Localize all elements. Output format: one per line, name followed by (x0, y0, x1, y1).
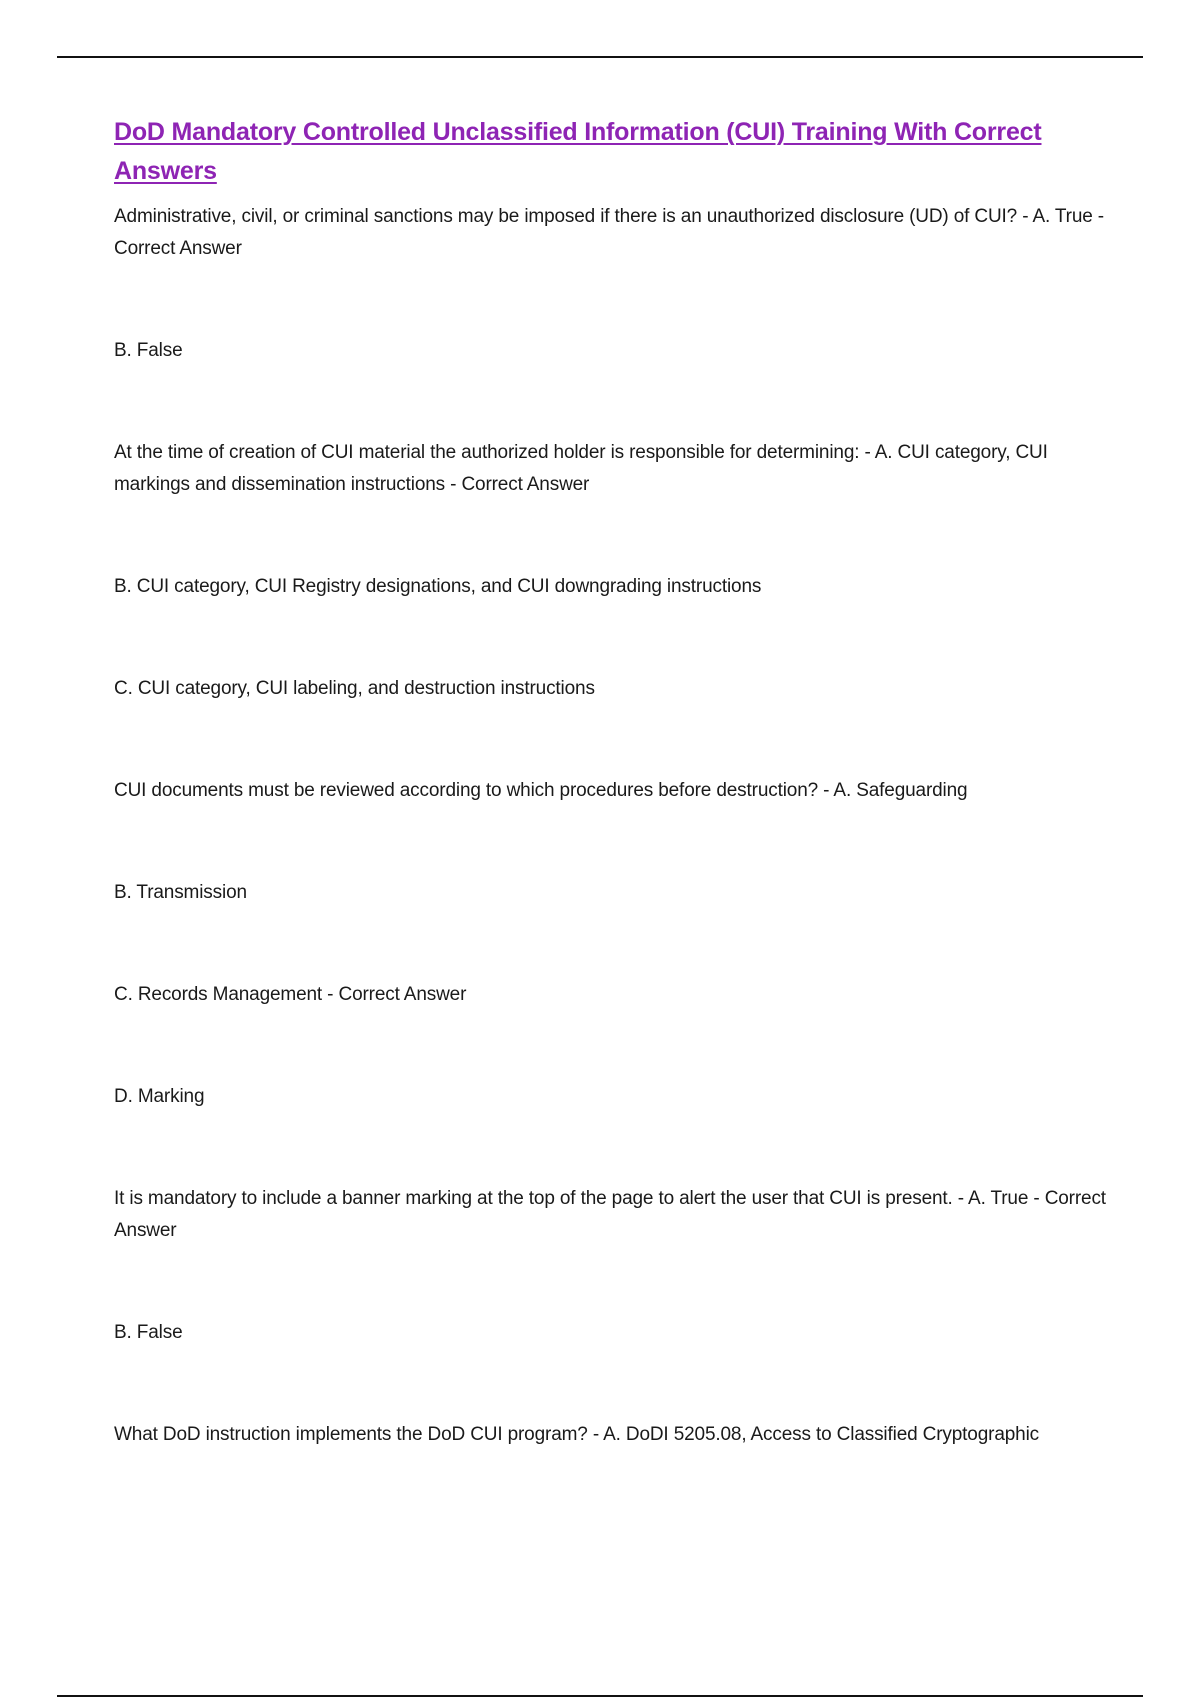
document-body (114, 201, 1119, 1451)
question-2-option-c: C. CUI category, CUI labeling, and destruction instructions (114, 678, 595, 699)
question-3: CUI documents must be reviewed according to which procedures before destruction? - A. Safeguarding (114, 780, 968, 801)
document-content (114, 113, 1119, 1451)
question-3-option-d: D. Marking (114, 1086, 205, 1107)
page-bottom-rule (57, 1695, 1143, 1697)
question-1-option-b: B. False (114, 340, 183, 361)
question-2: At the time of creation of CUI material the authorized holder is responsible for determining: - A. CUI category, CUI markings and dissemination instructions - Correct Answer (114, 442, 1048, 495)
page-top-rule (57, 56, 1143, 58)
question-5: What DoD instruction implements the DoD CUI program? - A. DoDI 5205.08, Access to Classified Cryptographic (114, 1424, 1039, 1445)
document-title[interactable]: DoD Mandatory Controlled Unclassified Information (CUI) Training With Correct Answers (114, 118, 1042, 185)
question-2-option-b: B. CUI category, CUI Registry designations, and CUI downgrading instructions (114, 576, 762, 597)
question-4-option-b: B. False (114, 1322, 183, 1343)
question-3-option-b: B. Transmission (114, 882, 247, 903)
question-1: Administrative, civil, or criminal sanctions may be imposed if there is an unauthorized disclosure (UD) of CUI? - A. True - Correct Answer (114, 206, 1104, 259)
question-3-option-c: C. Records Management - Correct Answer (114, 984, 467, 1005)
question-4: It is mandatory to include a banner marking at the top of the page to alert the user that CUI is present. - A. True - Correct Answer (114, 1188, 1106, 1241)
